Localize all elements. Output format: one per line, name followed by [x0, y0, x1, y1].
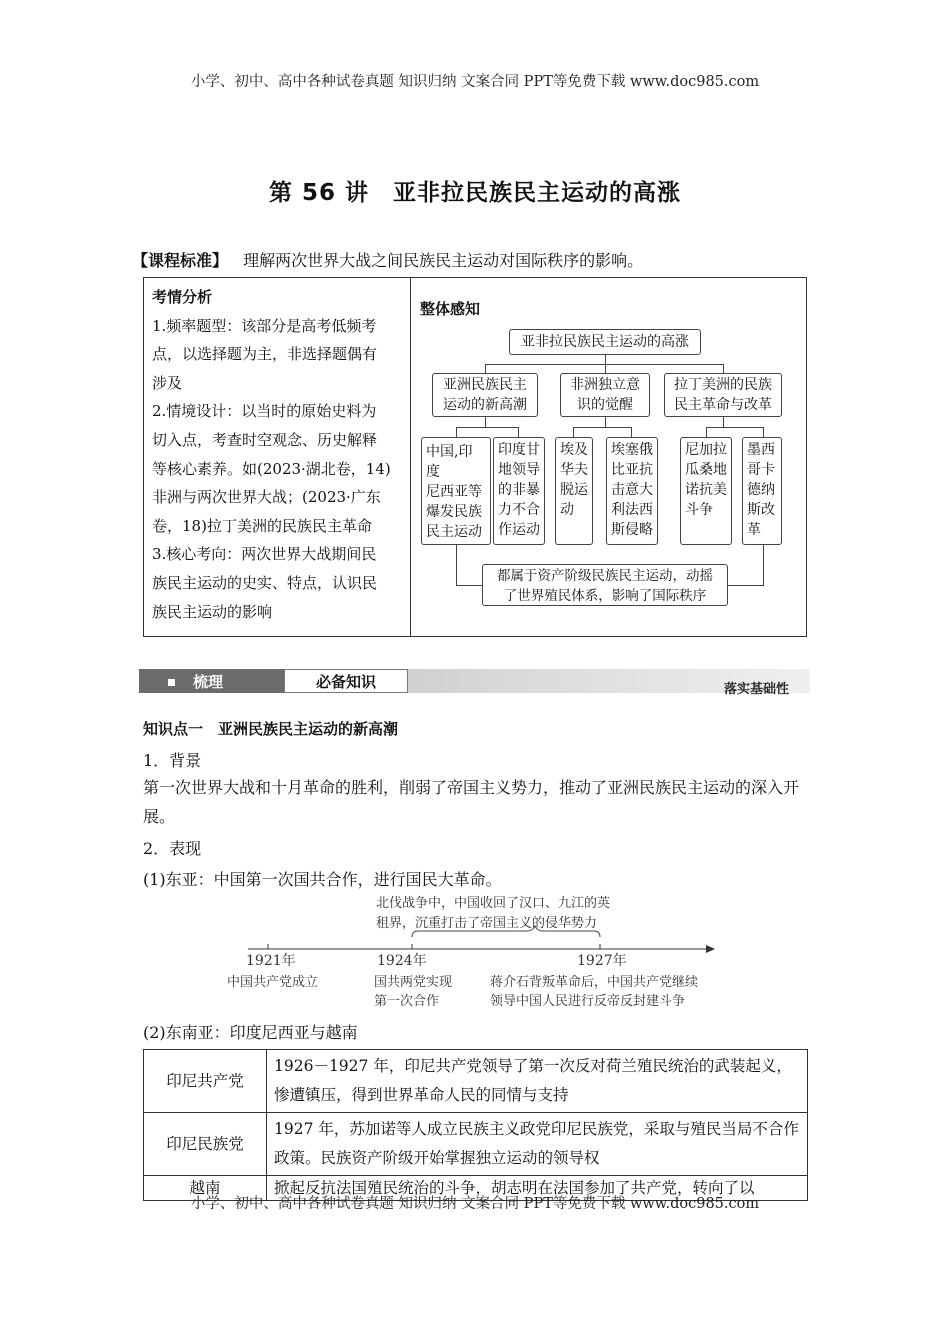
table-row — [144, 1113, 808, 1176]
banner-label: 必备知识 — [315, 673, 376, 691]
leaf-line: 华夫 — [560, 462, 588, 478]
leaf-line: 德纳 — [747, 482, 775, 498]
connector — [763, 545, 764, 585]
connector — [723, 417, 724, 427]
leaf-line: 印度甘 — [498, 442, 540, 458]
analysis-line: 3.核心考向：两次世界大战期间民 — [152, 545, 377, 564]
square-bullet-icon — [168, 679, 175, 686]
leaf-line: 斗争 — [685, 502, 713, 518]
leaf-line: 中国,印度 — [426, 444, 473, 480]
frame-divider — [410, 277, 411, 637]
timeline-year: 1924年 — [377, 953, 427, 969]
leaf-line: 斯侵略 — [611, 522, 653, 538]
analysis-line: 点，以选择题为主，非选择题偶有 — [152, 345, 378, 364]
leaf-line: 的非暴 — [498, 482, 540, 498]
event-line: 领导中国人民进行反帝反封建斗争 — [490, 994, 686, 1009]
lesson-title: 第 56 讲 亚非拉民族民主运动的高涨 — [268, 180, 682, 206]
connector — [728, 585, 764, 586]
mindmap-root: 亚非拉民族民主运动的高涨 — [509, 329, 701, 355]
analysis-line: 1.频率题型：该部分是高考低频考 — [152, 316, 377, 335]
connector — [456, 427, 457, 437]
background-text: 第一次世界大战和十月革命的胜利，削弱了帝国主义势力，推动了亚洲民族民主运动的深入开展。 — [143, 778, 800, 826]
mindmap-leaf — [493, 437, 545, 545]
banner-tag — [168, 671, 223, 692]
mindmap-branch-latin-america — [664, 373, 782, 417]
leaf-line: 墨西 — [747, 442, 775, 458]
leaf-line: 瓜桑地 — [685, 462, 727, 478]
summary-line: 都属于资产阶级民族民主运动，动摇 — [497, 568, 713, 584]
mindmap-leaf — [421, 437, 491, 545]
connector — [763, 427, 764, 437]
leaf-line: 击意大 — [611, 482, 653, 498]
connector — [605, 364, 606, 373]
branch-line: 拉丁美洲的民族 — [674, 377, 772, 393]
banner-tag-text: 梳理 — [193, 673, 224, 691]
leaf-line: 地领导 — [498, 462, 540, 478]
table-cell-name: 越南 — [144, 1176, 267, 1201]
leaf-line: 比亚抗 — [611, 462, 653, 478]
connector — [573, 427, 632, 428]
leaf-line: 尼西亚等 — [426, 484, 482, 500]
curriculum-standard — [132, 248, 643, 271]
analysis-line: 2.情境设计：以当时的原始史料为 — [152, 402, 377, 421]
connector — [456, 585, 482, 586]
table-cell-name: 印尼民族党 — [144, 1113, 267, 1176]
leaf-line: 革 — [747, 522, 761, 538]
connector — [573, 427, 574, 437]
standard-label: 【课程标准】 — [132, 251, 229, 270]
timeline-event — [374, 973, 452, 1011]
analysis-line: 卷，18)拉丁美洲的民族民主革命 — [152, 516, 372, 535]
page-header: 小学、初中、高中各种试卷真题 知识归纳 文案合同 PPT等免费下载 www.doc985.com — [190, 74, 760, 90]
analysis-line: 族民主运动的史实、特点，认识民 — [152, 573, 378, 592]
connector — [456, 427, 519, 428]
connector — [605, 355, 606, 364]
section-heading: 1．背景 — [143, 751, 202, 770]
analysis-line: 涉及 — [152, 373, 183, 392]
event-line: 蒋介石背叛革命后，中国共产党继续 — [490, 975, 699, 990]
connector — [706, 427, 764, 428]
analysis-line: 族民主运动的影响 — [152, 602, 273, 621]
mindmap-summary — [482, 564, 728, 606]
leaf-line: 力不合 — [498, 502, 540, 518]
leaf-line: 脱运 — [560, 482, 588, 498]
branch-line: 亚洲民族民主 — [443, 377, 527, 393]
note-line: 北伐战争中，中国收回了汉口、九江的英 — [376, 896, 611, 911]
analysis-line: 非洲与两次世界大战；(2023·广东 — [152, 488, 381, 507]
connector — [485, 417, 486, 427]
connector — [518, 427, 519, 437]
note-line: 租界，沉重打击了帝国主义的侵华势力 — [376, 916, 598, 931]
mindmap-leaf — [606, 437, 658, 545]
branch-line: 民主革命与改革 — [674, 397, 772, 413]
mindmap-leaf — [555, 437, 593, 545]
table-row — [144, 1050, 808, 1113]
knowledge-point-heading: 知识点一 亚洲民族民主运动的新高潮 — [143, 720, 399, 738]
branch-line: 运动的新高潮 — [443, 397, 527, 413]
overview-heading: 整体感知 — [420, 300, 481, 318]
connector — [485, 364, 486, 373]
east-asia-text: (1)东亚：中国第一次国共合作，进行国民大革命。 — [143, 870, 502, 889]
mindmap-leaf — [742, 437, 782, 545]
page-footer: 小学、初中、高中各种试卷真题 知识归纳 文案合同 PPT等免费下载 www.doc985.com — [190, 1196, 760, 1212]
analysis-line: 等核心素养。如(2023·湖北卷，14) — [152, 459, 391, 478]
branch-line: 识的觉醒 — [577, 397, 633, 413]
analysis-line: 切入点，考查时空观念、历史解释 — [152, 430, 378, 449]
leaf-line: 爆发民族 — [426, 504, 482, 520]
summary-line: 了世界殖民体系，影响了国际秩序 — [503, 588, 707, 604]
leaf-line: 埃及 — [560, 442, 588, 458]
event-line: 中国共产党成立 — [227, 975, 319, 990]
event-line: 第一次合作 — [374, 994, 440, 1009]
branch-line: 非洲独立意 — [570, 377, 640, 393]
table-cell-text: 掀起反抗法国殖民统治的斗争，胡志明在法国参加了共产党，转向了以 — [267, 1176, 808, 1201]
connector — [631, 427, 632, 437]
leaf-line: 民主运动 — [426, 524, 482, 540]
timeline-year: 1921年 — [246, 953, 296, 969]
table-cell-text: 1926－1927 年，印尼共产党领导了第一次反对荷兰殖民统治的武装起义，惨遭镇压，得到世界革命人民的同情与支持 — [267, 1050, 808, 1113]
event-line: 国共两党实现 — [374, 975, 453, 990]
table-cell-name: 印尼共产党 — [144, 1050, 267, 1113]
mindmap-leaf — [680, 437, 732, 545]
leaf-line: 哥卡 — [747, 462, 775, 478]
standard-text: 理解两次世界大战之间民族民主运动对国际秩序的影响。 — [243, 251, 644, 270]
connector — [723, 364, 724, 373]
southeast-asia-table — [143, 1049, 808, 1201]
banner-right: 落实基础性 — [724, 682, 790, 697]
leaf-line: 作运动 — [498, 522, 540, 538]
section-heading: 2．表现 — [143, 839, 202, 858]
southeast-asia-text: (2)东南亚：印度尼西亚与越南 — [143, 1023, 358, 1042]
leaf-line: 动 — [560, 502, 574, 518]
mindmap-branch-africa — [560, 373, 650, 417]
leaf-line: 埃塞俄 — [611, 442, 653, 458]
mindmap-branch-asia — [432, 373, 538, 417]
leaf-line: 尼加拉 — [685, 442, 727, 458]
leaf-line: 斯改 — [747, 502, 775, 518]
leaf-line: 诺抗美 — [685, 482, 727, 498]
timeline-event — [227, 973, 318, 992]
connector — [456, 545, 457, 585]
connector — [706, 427, 707, 437]
leaf-line: 利法西 — [611, 502, 653, 518]
timeline-year: 1927年 — [577, 953, 627, 969]
analysis-heading: 考情分析 — [152, 288, 213, 306]
timeline-event — [490, 973, 698, 1011]
timeline-graphic — [240, 925, 720, 961]
table-cell-text: 1927 年，苏加诺等人成立民族主义政党印尼民族党，采取与殖民当局不合作政策。民族资产阶级开始掌握独立运动的领导权 — [267, 1113, 808, 1176]
exam-analysis — [152, 283, 404, 626]
connector — [605, 417, 606, 427]
